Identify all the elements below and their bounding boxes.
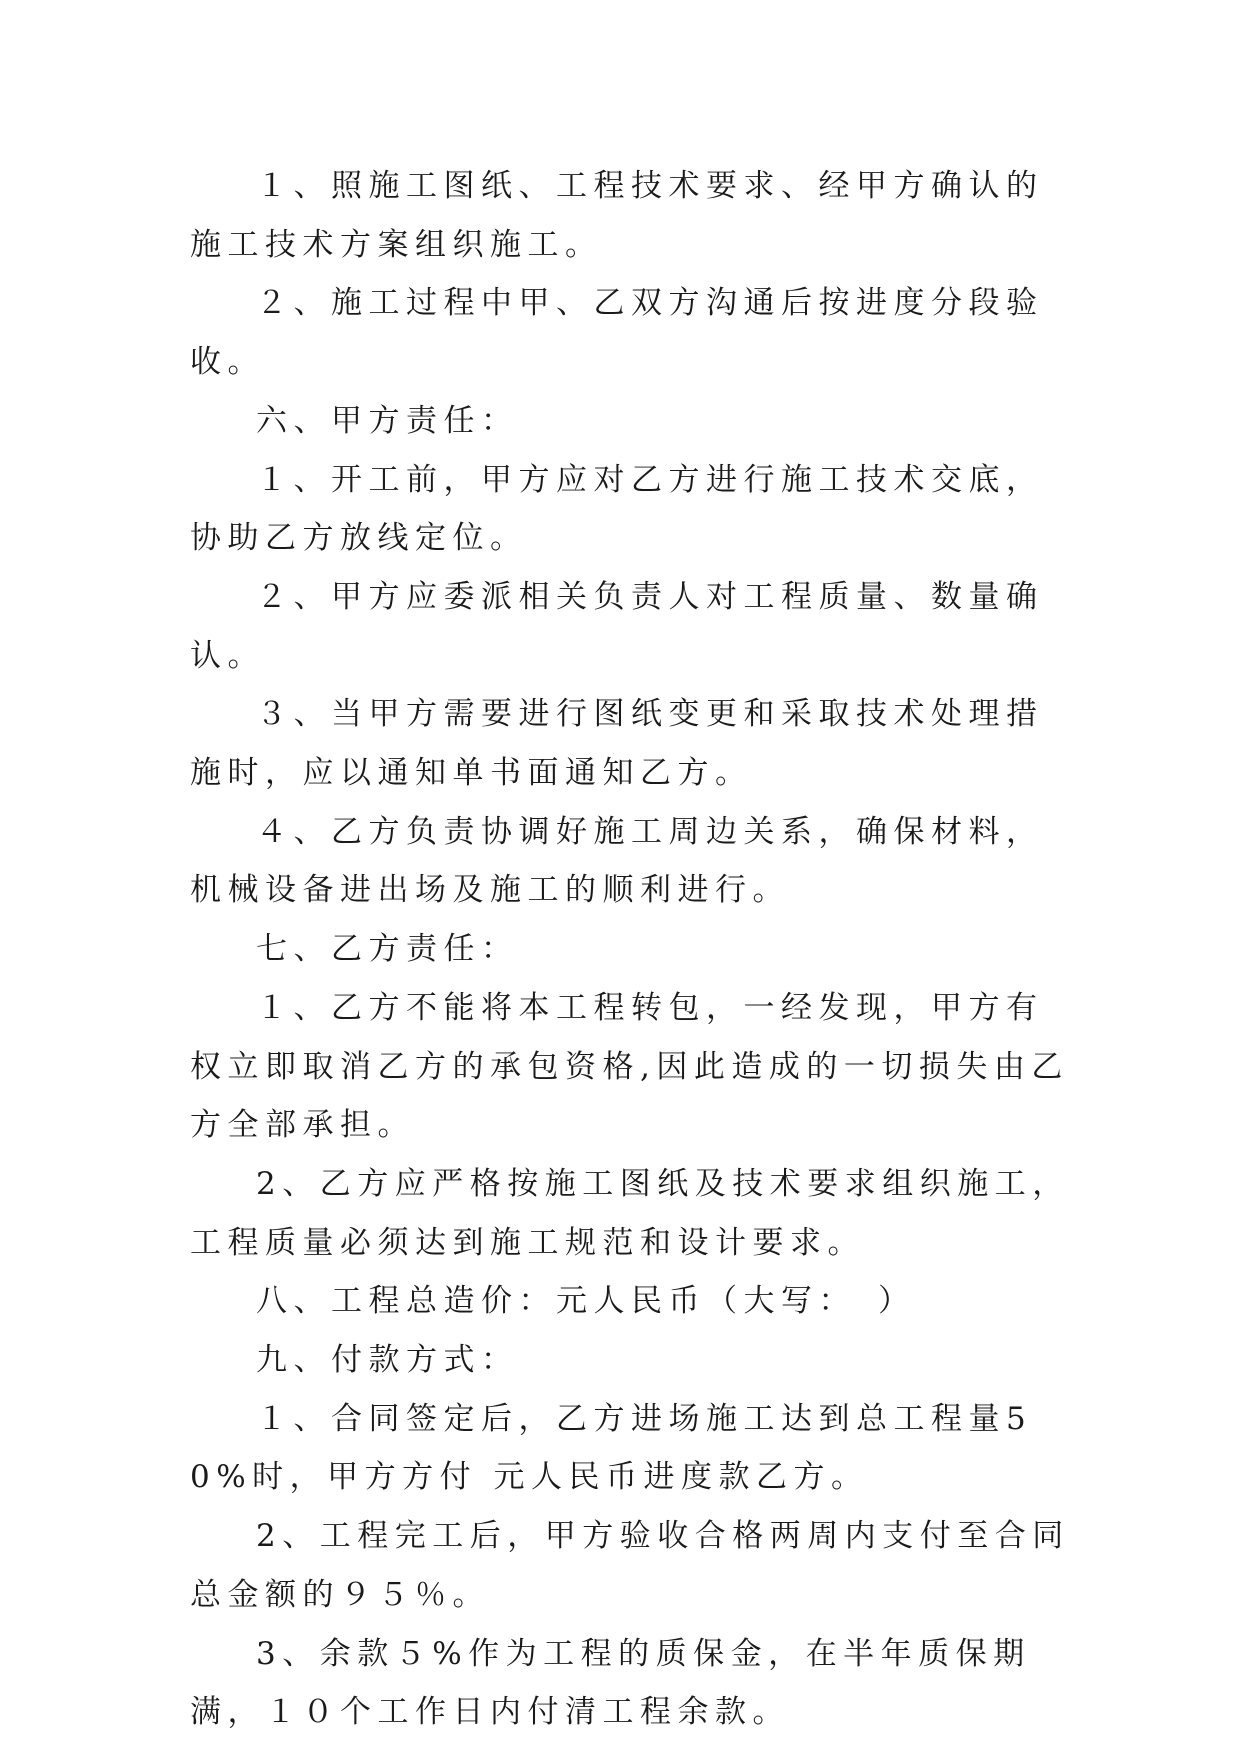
clause-7-2: 2、乙方应严格按施工图纸及技术要求组织施工，工程质量必须达到施工规范和设计要求。: [190, 1165, 1070, 1261]
clause-6-2: ２、甲方应委派相关负责人对工程质量、数量确认。: [190, 578, 1044, 674]
clause-5-2: ２、施工过程中甲、乙双方沟通后按进度分段验收。: [190, 285, 1044, 381]
section-7-heading: 七、乙方责任：: [256, 931, 519, 968]
section-6-heading: 六、甲方责任：: [256, 402, 519, 439]
section-8-total-price: 八、工程总造价：元人民币（大写： ）: [256, 1283, 916, 1320]
clause-5-1: １、照施工图纸、工程技术要求、经甲方确认的施工技术方案组织施工。: [190, 168, 1044, 263]
section-9-heading: 九、付款方式：: [256, 1342, 519, 1379]
clause-6-1: １、开工前，甲方应对乙方进行施工技术交底，协助乙方放线定位。: [190, 461, 1044, 557]
clause-6-3: ３、当甲方需要进行图纸变更和采取技术处理措施时，应以通知单书面通知乙方。: [190, 696, 1044, 792]
clause-9-3: 3、余款５%作为工程的质保金，在半年质保期满，１０个工作日内付清工程余款。: [190, 1635, 1031, 1731]
clause-9-2: 2、工程完工后，甲方验收合格两周内支付至合同总金额的９５％。: [190, 1518, 1070, 1613]
document-body: [190, 157, 1070, 1742]
clause-9-1: １、合同签定后，乙方进场施工达到总工程量50%时，甲方方付 元人民币进度款乙方。: [190, 1400, 1033, 1496]
clause-7-1: １、乙方不能将本工程转包，一经发现，甲方有权立即取消乙方的承包资格,因此造成的一切损失由乙方全部承担。: [190, 989, 1069, 1144]
clause-6-4: ４、乙方负责协调好施工周边关系，确保材料，机械设备进出场及施工的顺利进行。: [190, 813, 1044, 909]
